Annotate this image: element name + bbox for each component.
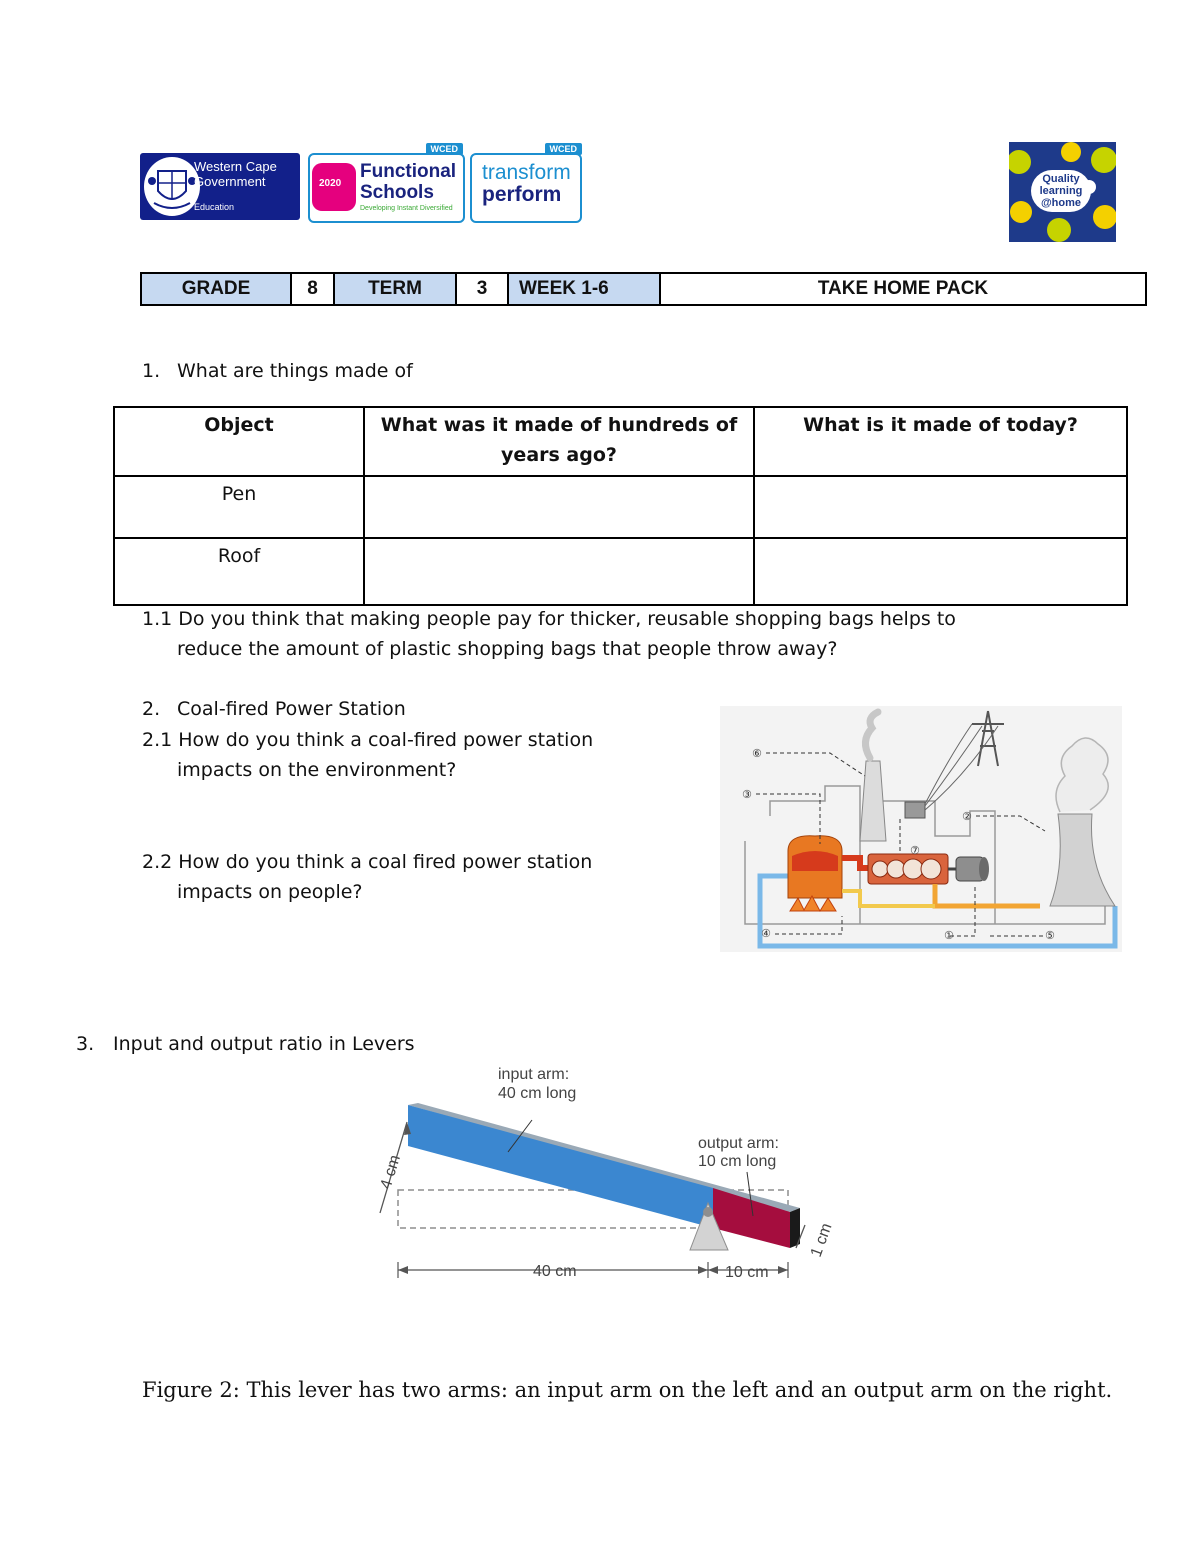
question-2-2-line: 2.2 How do you think a coal fired power station <box>142 851 593 873</box>
power-station-diagram <box>720 706 1122 952</box>
column-header: What was it made of hundreds of years ago? <box>364 407 754 476</box>
input-arm-label: input arm: <box>498 1066 570 1083</box>
week-label: WEEK 1-6 <box>508 273 660 305</box>
grade-label: GRADE <box>141 273 291 305</box>
term-value: 3 <box>456 273 508 305</box>
logo-text <box>360 161 456 203</box>
page-title: TAKE HOME PACK <box>660 273 1146 305</box>
wced-tag: WCED <box>545 143 583 155</box>
question-2-1-line: 2.1 How do you think a coal-fired power station <box>142 729 594 751</box>
answer-cell[interactable] <box>364 538 754 605</box>
wced-tag: WCED <box>426 143 464 155</box>
logo-text: Quality learning @home <box>1031 170 1091 212</box>
materials-table <box>113 406 1128 606</box>
logo-subtext: Education <box>194 202 235 212</box>
diagram-label: ⑥ <box>752 747 762 760</box>
column-header: What is it made of today? <box>754 407 1127 476</box>
diagram-label: ② <box>962 810 972 823</box>
logo-subtext: Developing Instant Diversified <box>360 205 453 212</box>
diagram-label: ⑤ <box>1045 929 1055 942</box>
question-3-text: Input and output ratio in Levers <box>113 1033 415 1055</box>
diagram-label: ④ <box>761 927 771 940</box>
table-cell: Pen <box>114 476 364 538</box>
question-1-1-line: reduce the amount of plastic shopping bags that people throw away? <box>177 638 838 660</box>
year-badge-text: 2020 <box>319 178 342 189</box>
quality-learning-at-home-logo <box>1009 142 1116 242</box>
figure-caption: Figure 2: This lever has two arms: an input arm on the left and an output arm on the right. <box>142 1378 1113 1402</box>
functional-schools-logo <box>308 143 463 220</box>
diagram-label: ① <box>944 929 954 942</box>
question-3-number: 3. <box>76 1033 95 1055</box>
logo-line: transform <box>482 161 571 184</box>
output-arm-label: 10 cm long <box>698 1153 777 1170</box>
question-1-number: 1. <box>142 360 161 382</box>
transform-perform-logo <box>470 143 582 220</box>
question-2-1-line: impacts on the environment? <box>177 759 457 781</box>
diagram-label: ⑦ <box>910 844 920 857</box>
logo-line: Government <box>194 174 266 189</box>
question-1-text: What are things made of <box>177 360 413 382</box>
logo-text <box>194 159 277 189</box>
table-header-row <box>114 407 1127 476</box>
question-2-2-line: impacts on people? <box>177 881 363 903</box>
logo-line: Western Cape <box>194 159 277 174</box>
dimension-label: 40 cm <box>533 1263 577 1280</box>
western-cape-government-logo <box>140 153 300 220</box>
dimension-label: 4 cm <box>377 1153 404 1192</box>
column-header: Object <box>114 407 364 476</box>
term-label: TERM <box>334 273 456 305</box>
coat-of-arms-icon <box>144 157 200 216</box>
logo-line: Functional <box>360 161 457 182</box>
dimension-label: 10 cm <box>725 1264 769 1281</box>
question-1-1-line: 1.1 Do you think that making people pay for thicker, reusable shopping bags helps to <box>142 608 956 630</box>
answer-cell[interactable] <box>754 538 1127 605</box>
dimension-label: 1 cm <box>807 1220 836 1260</box>
table-row <box>114 538 1127 605</box>
logo-line: Schools <box>360 182 434 203</box>
question-2-text: Coal-fired Power Station <box>177 698 406 720</box>
header-bar <box>140 272 1147 306</box>
answer-cell[interactable] <box>754 476 1127 538</box>
logo-line: perform <box>482 183 562 206</box>
question-2-number: 2. <box>142 698 161 720</box>
input-arm-label: 40 cm long <box>498 1085 577 1102</box>
diagram-label: ③ <box>742 788 752 801</box>
output-arm-label: output arm: <box>698 1135 779 1152</box>
table-cell: Roof <box>114 538 364 605</box>
answer-cell[interactable] <box>364 476 754 538</box>
table-row <box>114 476 1127 538</box>
grade-value: 8 <box>291 273 334 305</box>
lever-figure <box>360 1060 840 1300</box>
